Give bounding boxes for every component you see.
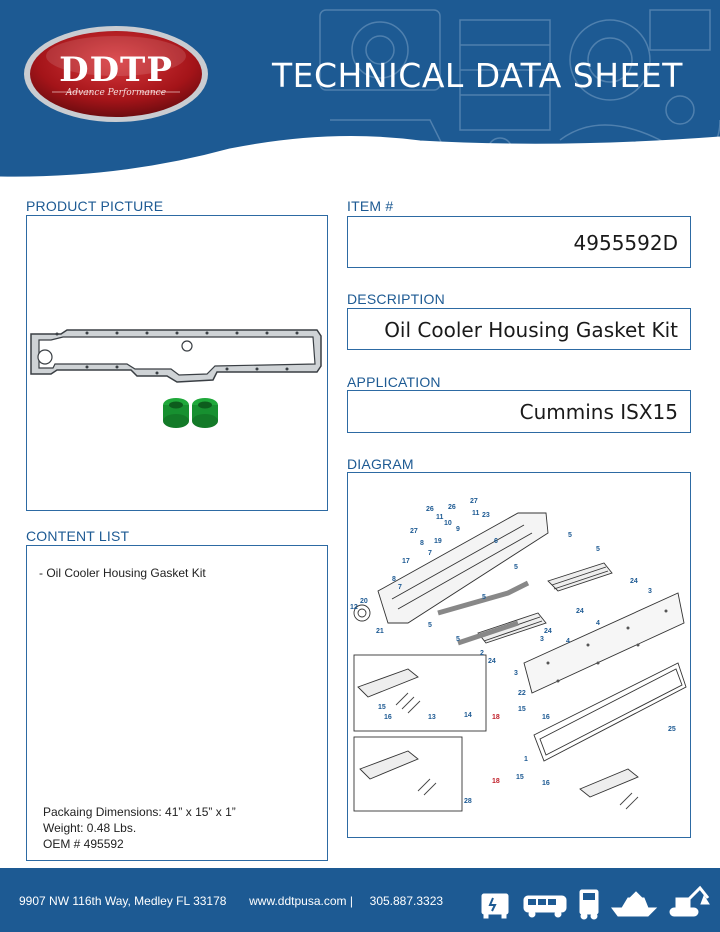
diagram-box xyxy=(347,472,691,838)
callout-label: 5 xyxy=(596,546,600,553)
callout-label: 8 xyxy=(420,540,424,547)
callout-label: 16 xyxy=(542,714,550,721)
callout-label: 5 xyxy=(482,594,486,601)
callout-label: 12 xyxy=(350,604,358,611)
product-picture-box xyxy=(26,215,328,511)
callout-label: 5 xyxy=(428,622,432,629)
callout-label: 7 xyxy=(428,550,432,557)
callout-label: 5 xyxy=(568,532,572,539)
callout-label: 24 xyxy=(544,628,552,635)
diagram-label: DIAGRAM xyxy=(347,456,414,472)
application-value: Cummins ISX15 xyxy=(519,400,678,424)
callout-label: 4 xyxy=(566,638,570,645)
content-footer xyxy=(43,804,236,852)
callout-label: 20 xyxy=(360,598,368,605)
footer-phone: 305.887.3323 xyxy=(369,894,444,908)
callout-label: 27 xyxy=(470,498,478,505)
callout-label: 24 xyxy=(488,658,496,665)
item-label: ITEM # xyxy=(347,198,394,214)
callout-label: 17 xyxy=(402,558,410,565)
footer-icons xyxy=(480,882,710,922)
callout-label: 19 xyxy=(434,538,442,545)
page-title: TECHNICAL DATA SHEET xyxy=(272,56,683,95)
packaging-dimensions: Packaing Dimensions: 41” x 15” x 1” xyxy=(43,805,236,819)
callout-label: 10 xyxy=(444,520,452,527)
callout-label: 16 xyxy=(384,714,392,721)
callout-label: 5 xyxy=(514,564,518,571)
callout-label: 15 xyxy=(516,774,524,781)
callout-label: 8 xyxy=(392,576,396,583)
item-number: 4955592D xyxy=(573,231,678,255)
footer-website[interactable]: www.ddtpusa.com | xyxy=(249,894,353,908)
content-item: - Oil Cooler Housing Gasket Kit xyxy=(39,566,206,580)
footer-address: 9907 NW 116th Way, Medley FL 33178 xyxy=(19,894,227,908)
product-picture-label: PRODUCT PICTURE xyxy=(26,198,164,214)
callout-label: 15 xyxy=(518,706,526,713)
oem-number: OEM # 495592 xyxy=(43,837,124,851)
callout-label: 2 xyxy=(480,650,484,657)
weight: Weight: 0.48 Lbs. xyxy=(43,821,137,835)
callout-label: 26 xyxy=(426,506,434,513)
green-seals xyxy=(163,398,218,428)
callout-label: 4 xyxy=(596,620,600,627)
application-box xyxy=(347,390,691,433)
header-wave xyxy=(0,120,720,190)
item-box xyxy=(347,216,691,268)
description-box xyxy=(347,308,691,350)
callout-label: 18 xyxy=(492,778,500,785)
brand-tagline: Advance Performance xyxy=(65,88,167,98)
callout-label: 27 xyxy=(410,528,418,535)
callout-label: 11 xyxy=(472,510,480,517)
callout-label: 3 xyxy=(648,588,652,595)
callout-label: 24 xyxy=(576,608,584,615)
callout-label: 6 xyxy=(494,538,498,545)
exploded-parts-diagram xyxy=(348,473,690,837)
generator-icon xyxy=(482,894,508,918)
bus-icon xyxy=(524,896,566,917)
excavator-icon xyxy=(670,888,709,916)
callout-label: 3 xyxy=(540,636,544,643)
footer xyxy=(0,868,720,932)
description-label: DESCRIPTION xyxy=(347,291,445,307)
callout-label: 1 xyxy=(524,756,528,763)
callout-label: 7 xyxy=(398,584,402,591)
callout-label: 28 xyxy=(464,798,472,805)
callout-label: 15 xyxy=(378,704,386,711)
callout-label: 25 xyxy=(668,726,676,733)
callout-label: 18 xyxy=(492,714,500,721)
callout-label: 16 xyxy=(542,780,550,787)
callout-label: 23 xyxy=(482,512,490,519)
description-value: Oil Cooler Housing Gasket Kit xyxy=(384,318,678,342)
gasket-product-image xyxy=(27,216,327,510)
callout-label: 21 xyxy=(376,628,384,635)
callout-label: 11 xyxy=(436,514,444,521)
callout-label: 24 xyxy=(630,578,638,585)
content-list-label: CONTENT LIST xyxy=(26,528,130,544)
brand-name: DDTP xyxy=(59,50,173,90)
callout-label: 5 xyxy=(456,636,460,643)
callout-label: 13 xyxy=(428,714,436,721)
content-list-box xyxy=(26,545,328,861)
truck-icon xyxy=(580,890,598,919)
callout-label: 3 xyxy=(514,670,518,677)
boat-icon xyxy=(612,892,656,916)
callout-label: 26 xyxy=(448,504,456,511)
application-label: APPLICATION xyxy=(347,374,441,390)
callout-label: 14 xyxy=(464,712,472,719)
callout-label: 22 xyxy=(518,690,526,697)
callout-label: 9 xyxy=(456,526,460,533)
footer-contact xyxy=(19,894,443,908)
